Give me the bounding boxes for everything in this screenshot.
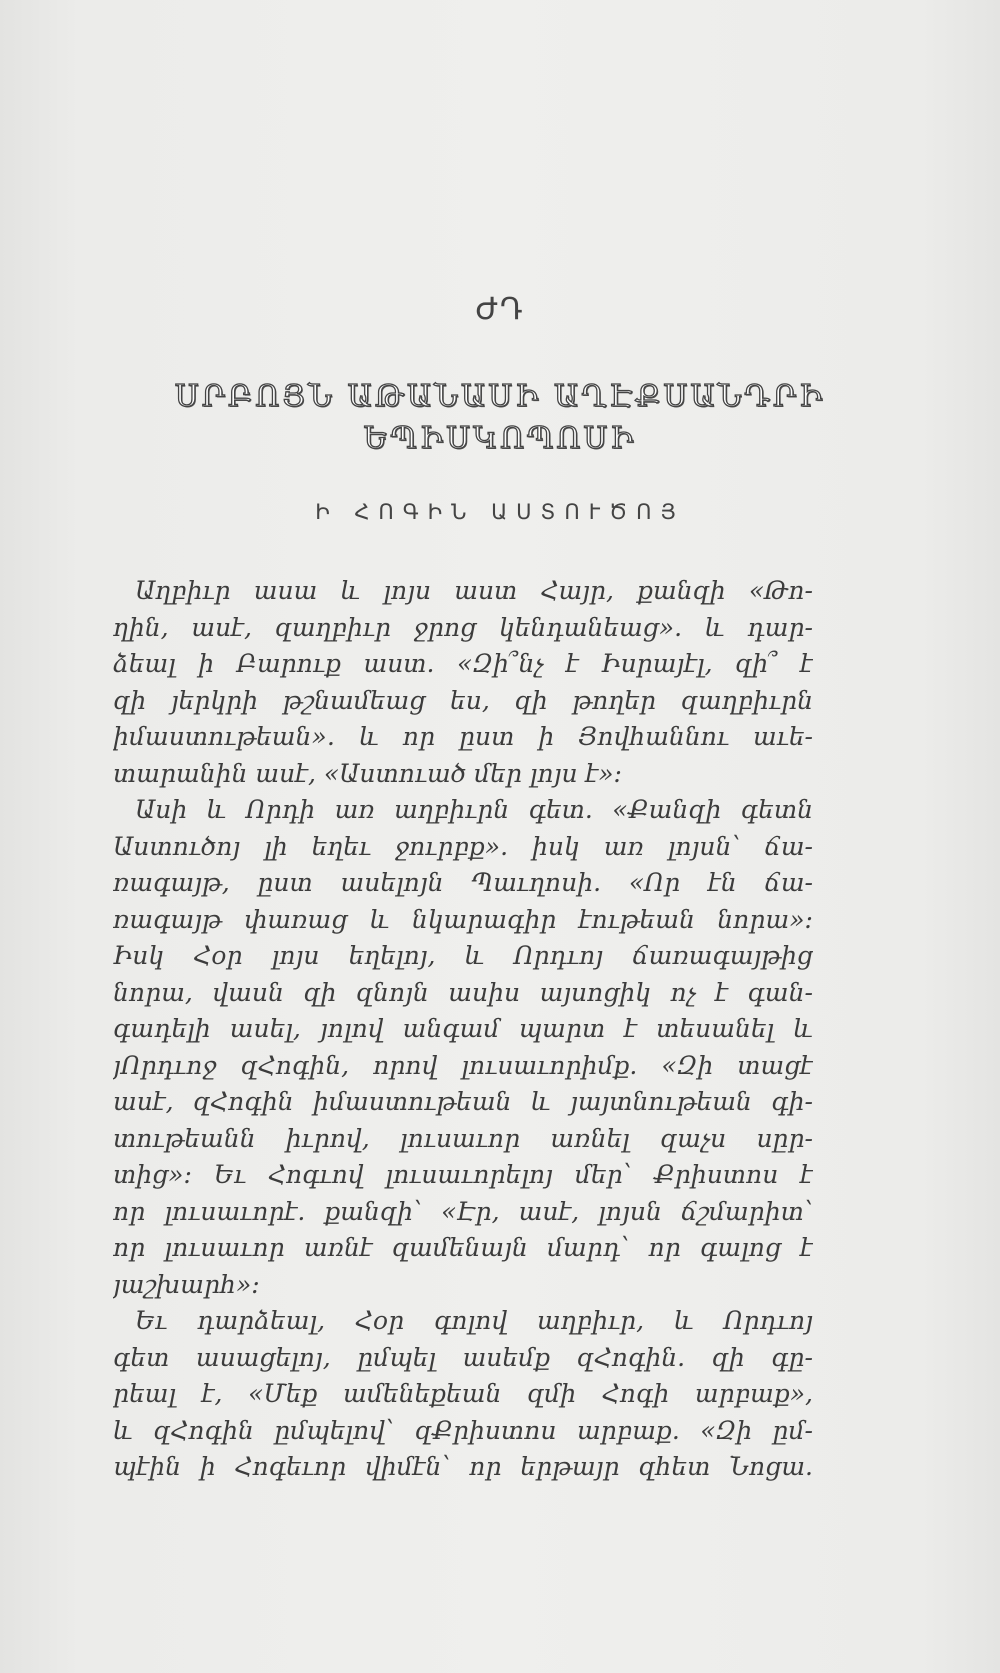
text-line: պէին ի Հոգեւոր վիմէն՝ որ երթայր զհետ Նոցա. bbox=[113, 1452, 813, 1481]
text-line: ձեալ ի Բարուք աստ. «Զի՞նչ է Իսրայէլ, զի՞ է bbox=[113, 649, 813, 678]
chapter-title-line-2: ԵՊԻՍԿՈՊՈՍԻ bbox=[363, 421, 637, 456]
chapter-title-line-1: ՍՐԲՈՅՆ ԱԹԱՆԱՍԻ ԱՂԷՔՍԱՆԴՐԻ bbox=[174, 379, 826, 414]
text-line: Աղբիւր ասա և լոյս աստ Հայր, քանզի «Թո- bbox=[135, 576, 813, 605]
text-line: Ասի և Որդի առ աղբիւրն գետ. «Քանզի գետն bbox=[135, 795, 813, 824]
text-line: զի յերկրի թշնամեաց ես, զի թողեր զաղբիւրն bbox=[113, 685, 813, 715]
text-line: որ լուսաւորէ. քանզի՝ «Էր, ասէ, լոյսն ճշմարիտ՝ bbox=[113, 1196, 813, 1226]
text-line: յաշխարհ»։ bbox=[113, 1269, 260, 1299]
text-line: և զՀոգին ըմպելով՝ զՔրիստոս արբաք. «Զի ըմ- bbox=[113, 1415, 813, 1445]
text-line: Աստուծոյ լի եղեւ ջուրբք». իսկ առ լոյսն՝ ճա- bbox=[113, 831, 813, 861]
text-line: րեալ է, «Մեք ամենեքեան զմի Հոգի արբաք», bbox=[113, 1379, 813, 1408]
text-line: Եւ դարձեալ, Հօր գոլով աղբիւր, և Որդւոյ bbox=[135, 1306, 813, 1335]
chapter-number: ԺԴ bbox=[475, 292, 525, 327]
text-line: տարանին ասէ, «Աստուած մեր լոյս է»։ bbox=[113, 758, 623, 788]
text-line: գետ ասացելոյ, ըմպել ասեմք զՀոգին. զի գը- bbox=[113, 1342, 813, 1372]
text-line: ռագայթ, ըստ ասելոյն Պաւղոսի. «Որ էն ճա- bbox=[113, 868, 813, 897]
text-line: յՈրդւոջ զՀոգին, որով լուսաւորիմք. «Զի տացէ bbox=[113, 1050, 813, 1080]
text-line: իմաստութեան»․ և որ ըստ ի Յովհաննու աւե- bbox=[113, 722, 813, 751]
text-line: ասէ, զՀոգին իմաստութեան և յայտնութեան գի- bbox=[113, 1087, 813, 1116]
chapter-subtitle: Ի ՀՈԳԻՆ ԱՍՏՈՒԾՈՅ bbox=[315, 500, 685, 524]
text-line: գադելի ասել, յոլով անգամ պարտ է տեսանել և bbox=[113, 1014, 813, 1043]
text-line: Իսկ Հօր լոյս եղելոյ, և Որդւոյ ճառագայթից bbox=[113, 941, 813, 970]
text-line: ղին, ասէ, զաղբիւր ջրոց կենդանեաց». և դար- bbox=[113, 612, 813, 642]
text-line: տութեանն իւրով, լուսաւոր առնել զաչս սըր- bbox=[113, 1123, 813, 1153]
body-text bbox=[113, 573, 813, 1486]
text-line: ռագայթ փառաց և նկարագիր էութեան նորա»։ bbox=[113, 904, 813, 934]
text-line: նորա, վասն զի զնոյն ասիս այսոցիկ ոչ է գան- bbox=[113, 977, 813, 1007]
text-line: տից»։ Եւ Հոգւով լուսաւորելոյ մեր՝ Քրիստոս է bbox=[113, 1160, 813, 1189]
text-line: որ լուսաւոր առնէ զամենայն մարդ՝ որ գալոց է bbox=[113, 1233, 813, 1262]
